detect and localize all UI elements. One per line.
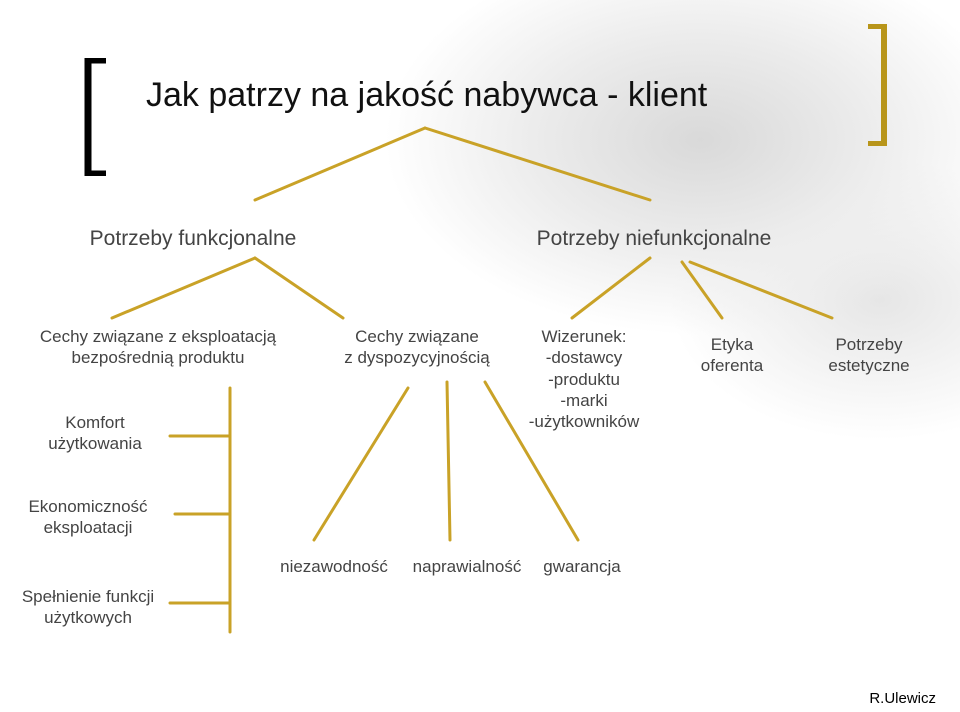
connector-functional-availability <box>255 258 343 318</box>
node-operation-features: Cechy związane z eksploatacją bezpośrednią produktu <box>39 327 277 368</box>
right-bracket-icon <box>866 24 888 146</box>
node-functions: Spełnienie funkcji użytkowych <box>21 587 155 628</box>
node-aesthetic: Potrzeby estetyczne <box>828 335 910 376</box>
node-warranty: gwarancja <box>543 557 621 576</box>
page-title: Jak patrzy na jakość nabywca - klient <box>146 76 708 114</box>
connector-functional-operation <box>112 258 255 318</box>
node-comfort: Komfort użytkowania <box>48 413 142 454</box>
node-maintainability: naprawialność <box>412 557 522 576</box>
connector-nonfunctional-ethics <box>682 262 722 318</box>
connector-availability-reliability <box>314 388 408 540</box>
node-reliability: niezawodność <box>280 557 388 576</box>
connector-nonfunctional-aesthetic <box>690 262 832 318</box>
author-credit: R.Ulewicz <box>869 690 936 707</box>
node-economy: Ekonomiczność eksploatacji <box>28 497 148 538</box>
connector-availability-maintainability <box>447 382 450 540</box>
node-availability: Cechy związane z dyspozycyjnością <box>344 327 490 368</box>
left-bracket-icon <box>84 58 108 176</box>
node-ethics: Etyka oferenta <box>700 335 764 376</box>
connector-nonfunctional-image <box>572 258 650 318</box>
node-image: Wizerunek: -dostawcy -produktu -marki -użytkowników <box>528 327 640 431</box>
connector-root-right <box>425 128 650 200</box>
category-functional: Potrzeby funkcjonalne <box>89 227 297 250</box>
category-nonfunctional: Potrzeby niefunkcjonalne <box>536 227 772 250</box>
connector-root-left <box>255 128 425 200</box>
